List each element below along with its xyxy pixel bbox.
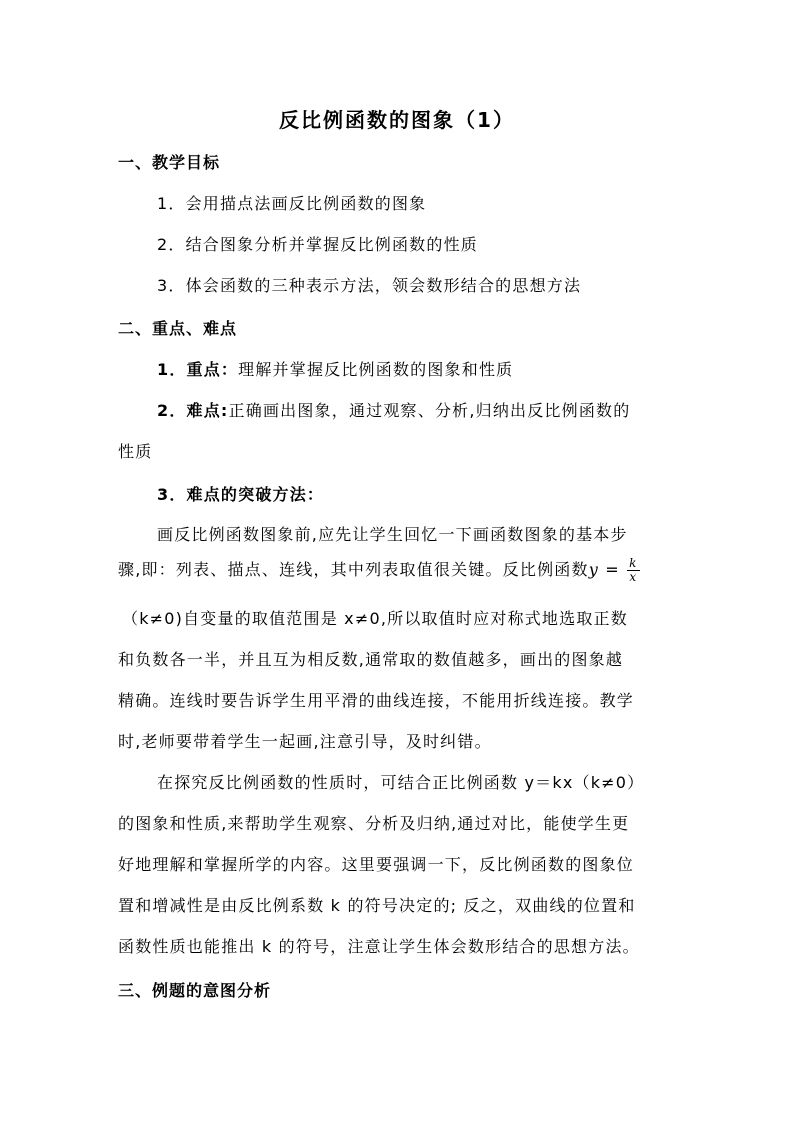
page-title: 反比例函数的图象（1） — [279, 108, 515, 132]
paragraph-1-line-4: 和负数各一半，并且互为相反数,通常取的数值越多，画出的图象越 — [118, 650, 624, 669]
section-heading-objectives: 一、教学目标 — [118, 153, 221, 172]
paragraph-1-line-1: 画反比例函数图象前,应先让学生回忆一下画函数图象的基本步 — [157, 525, 628, 544]
formula-equals: = — [598, 560, 627, 579]
formula-fraction — [627, 557, 639, 584]
objective-1: 1．会用描点法画反比例函数的图象 — [157, 194, 427, 213]
key-point-2-label: 2．难点: — [157, 401, 229, 420]
section-heading-example-analysis: 三、例题的意图分析 — [118, 981, 272, 1000]
paragraph-2-line-1: 在探究反比例函数的性质时，可结合正比例函数 y＝kx（k≠0） — [157, 773, 645, 792]
formula-numerator: k — [629, 556, 638, 570]
key-point-2-text: 正确画出图象，通过观察、分析,归纳出反比例函数的 — [228, 401, 631, 420]
paragraph-1-line-6: 时,老师要带着学生一起画,注意引导，及时纠错。 — [118, 732, 492, 751]
section-heading-key-points: 二、重点、难点 — [118, 319, 238, 338]
paragraph-1-line-2-text: 骤,即：列表、描点、连线，其中列表取值很关键。反比例函数 — [118, 560, 589, 579]
key-point-2 — [157, 398, 630, 421]
key-point-1 — [157, 357, 513, 380]
objective-3: 3．体会函数的三种表示方法，领会数形结合的思想方法 — [157, 276, 582, 295]
paragraph-2-line-4: 置和增减性是由反比例系数 k 的符号决定的; 反之，双曲线的位置和 — [118, 896, 636, 915]
paragraph-2-line-3: 好地理解和掌握所学的内容。这里要强调一下，反比例函数的图象位 — [118, 855, 635, 874]
paragraph-1-line-5: 精确。连线时要告诉学生用平滑的曲线连接，不能用折线连接。教学 — [118, 691, 635, 710]
paragraph-1-line-3: （k≠0)自变量的取值范围是 x≠0,所以取值时应对称式地选取正数 — [122, 609, 628, 628]
paragraph-2-line-5: 函数性质也能推出 k 的符号，注意让学生体会数形结合的思想方法。 — [118, 937, 640, 956]
key-point-1-text: 理解并掌握反比例函数的图象和性质 — [238, 360, 514, 379]
key-point-1-label: 1．重点： — [157, 360, 239, 379]
key-point-3-label: 3．难点的突破方法： — [157, 485, 325, 504]
formula-denominator: x — [629, 570, 638, 584]
objective-2: 2．结合图象分析并掌握反比例函数的性质 — [157, 235, 478, 254]
paragraph-2-line-2: 的图象和性质,来帮助学生观察、分析及归纳,通过对比，能使学生更 — [118, 814, 630, 833]
key-point-2-continuation: 性质 — [118, 442, 153, 461]
paragraph-1-line-2 — [118, 557, 640, 584]
formula-lhs: y — [588, 560, 599, 579]
